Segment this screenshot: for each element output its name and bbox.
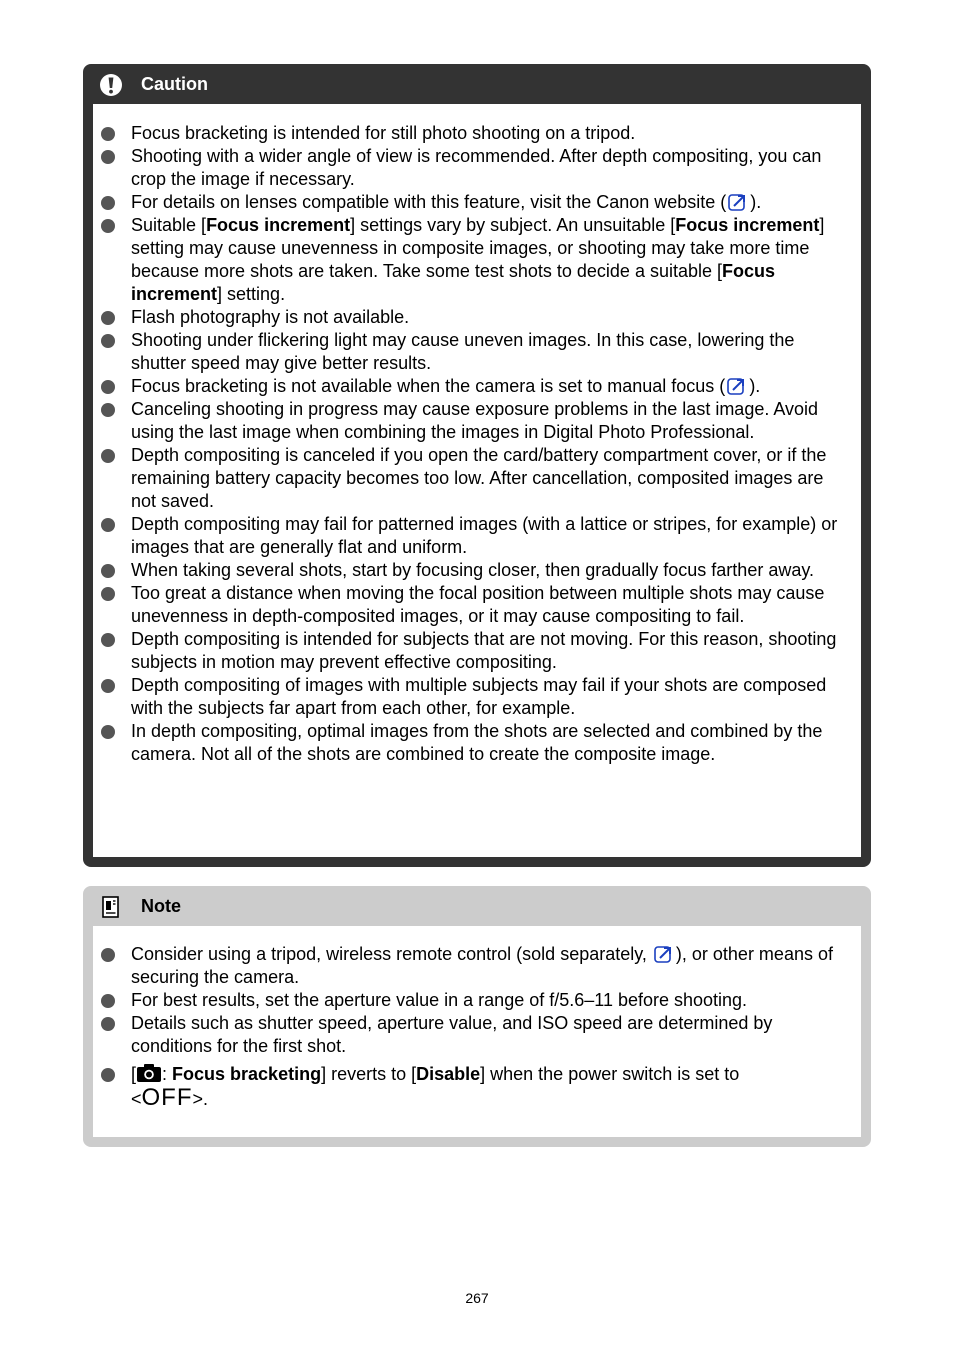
item-text: Consider using a tripod, wireless remote control (sold separately, — [131, 944, 652, 964]
camera-icon — [136, 1063, 162, 1083]
caution-header — [83, 64, 871, 104]
caution-icon — [99, 73, 123, 97]
list-item: Details such as shutter speed, aperture value, and ISO speed are determined by conditions for the first shot. — [93, 1012, 861, 1058]
list-item: Too great a distance when moving the focal position between multiple shots may cause unevenness in depth-composited images, or it may cause compositing to fail. — [93, 582, 861, 628]
item-text: ] setting may cause unevenness in composite images, or shooting may take more time because more shots are taken. Take some test shots to decide a suitable [ — [131, 215, 825, 281]
note-body — [93, 926, 861, 1137]
item-text: ), or other means of securing the camera. — [131, 944, 833, 987]
link-icon[interactable] — [728, 192, 748, 212]
link-icon[interactable] — [727, 376, 747, 396]
setting-name: Focus bracketing — [172, 1064, 322, 1084]
caution-title: Caution — [141, 74, 208, 94]
note-title: Note — [141, 896, 181, 916]
list-item — [93, 1063, 861, 1111]
caution-list — [93, 104, 861, 766]
list-item: Depth compositing may fail for patterned images (with a lattice or stripes, for example) or images that are generally flat and uniform. — [93, 513, 861, 559]
item-text: >. — [192, 1089, 209, 1109]
list-item: In depth compositing, optimal images from the shots are selected and combined by the camera. Not all of the shots are combined to create the composite image. — [93, 720, 861, 766]
item-text: ). — [750, 192, 762, 212]
item-text: ). — [749, 376, 761, 396]
item-text: Focus bracketing is not available when the camera is set to manual focus ( — [131, 376, 726, 396]
list-item: Flash photography is not available. — [93, 306, 861, 329]
item-text: : — [162, 1064, 173, 1084]
list-item: Focus bracketing is intended for still photo shooting on a tripod. — [93, 122, 861, 145]
note-header — [83, 886, 871, 926]
list-item: Canceling shooting in progress may cause exposure problems in the last image. Avoid using the last image when combining the images in Digital Photo Professional. — [93, 398, 861, 444]
item-text: ] settings vary by subject. An unsuitable [ — [350, 215, 676, 235]
item-text: ] when the power switch is set to — [480, 1064, 740, 1084]
link-icon[interactable] — [654, 944, 674, 964]
setting-name: Focus increment — [675, 215, 820, 235]
caution-body — [93, 104, 861, 857]
list-item: Depth compositing is intended for subjects that are not moving. For this reason, shooting subjects in motion may prevent effective compositing. — [93, 628, 861, 674]
item-text: For details on lenses compatible with this feature, visit the Canon website ( — [131, 192, 727, 212]
page-number: 267 — [465, 1290, 489, 1306]
list-item: For best results, set the aperture value in a range of f/5.6–11 before shooting. — [93, 989, 861, 1012]
list-item — [93, 943, 861, 989]
list-item: When taking several shots, start by focusing closer, then gradually focus farther away. — [93, 559, 861, 582]
item-text: ] reverts to [ — [321, 1064, 417, 1084]
list-item — [93, 191, 861, 214]
caution-box — [83, 64, 871, 867]
setting-name: Focus increment — [206, 215, 351, 235]
list-item: Depth compositing of images with multiple subjects may fail if your shots are composed with the subjects far apart from each other, for example. — [93, 674, 861, 720]
item-text: [ — [131, 1064, 137, 1084]
item-text: ] setting. — [217, 284, 286, 304]
setting-value: Disable — [416, 1064, 481, 1084]
setting-name: Focus increment — [131, 261, 776, 304]
list-item — [93, 214, 861, 306]
note-box — [83, 886, 871, 1147]
list-item: Shooting under flickering light may cause uneven images. In this case, lowering the shutter speed may give better results. — [93, 329, 861, 375]
note-list — [93, 926, 861, 1111]
off-symbol: OFF — [141, 1084, 193, 1111]
note-icon — [99, 895, 123, 919]
list-item: Depth compositing is canceled if you open the card/battery compartment cover, or if the remaining battery capacity becomes too low. After cancellation, composited images are not saved. — [93, 444, 861, 513]
list-item — [93, 375, 861, 398]
item-text: Suitable [ — [131, 215, 207, 235]
item-text: < — [131, 1089, 142, 1109]
list-item: Shooting with a wider angle of view is recommended. After depth compositing, you can crop the image if necessary. — [93, 145, 861, 191]
